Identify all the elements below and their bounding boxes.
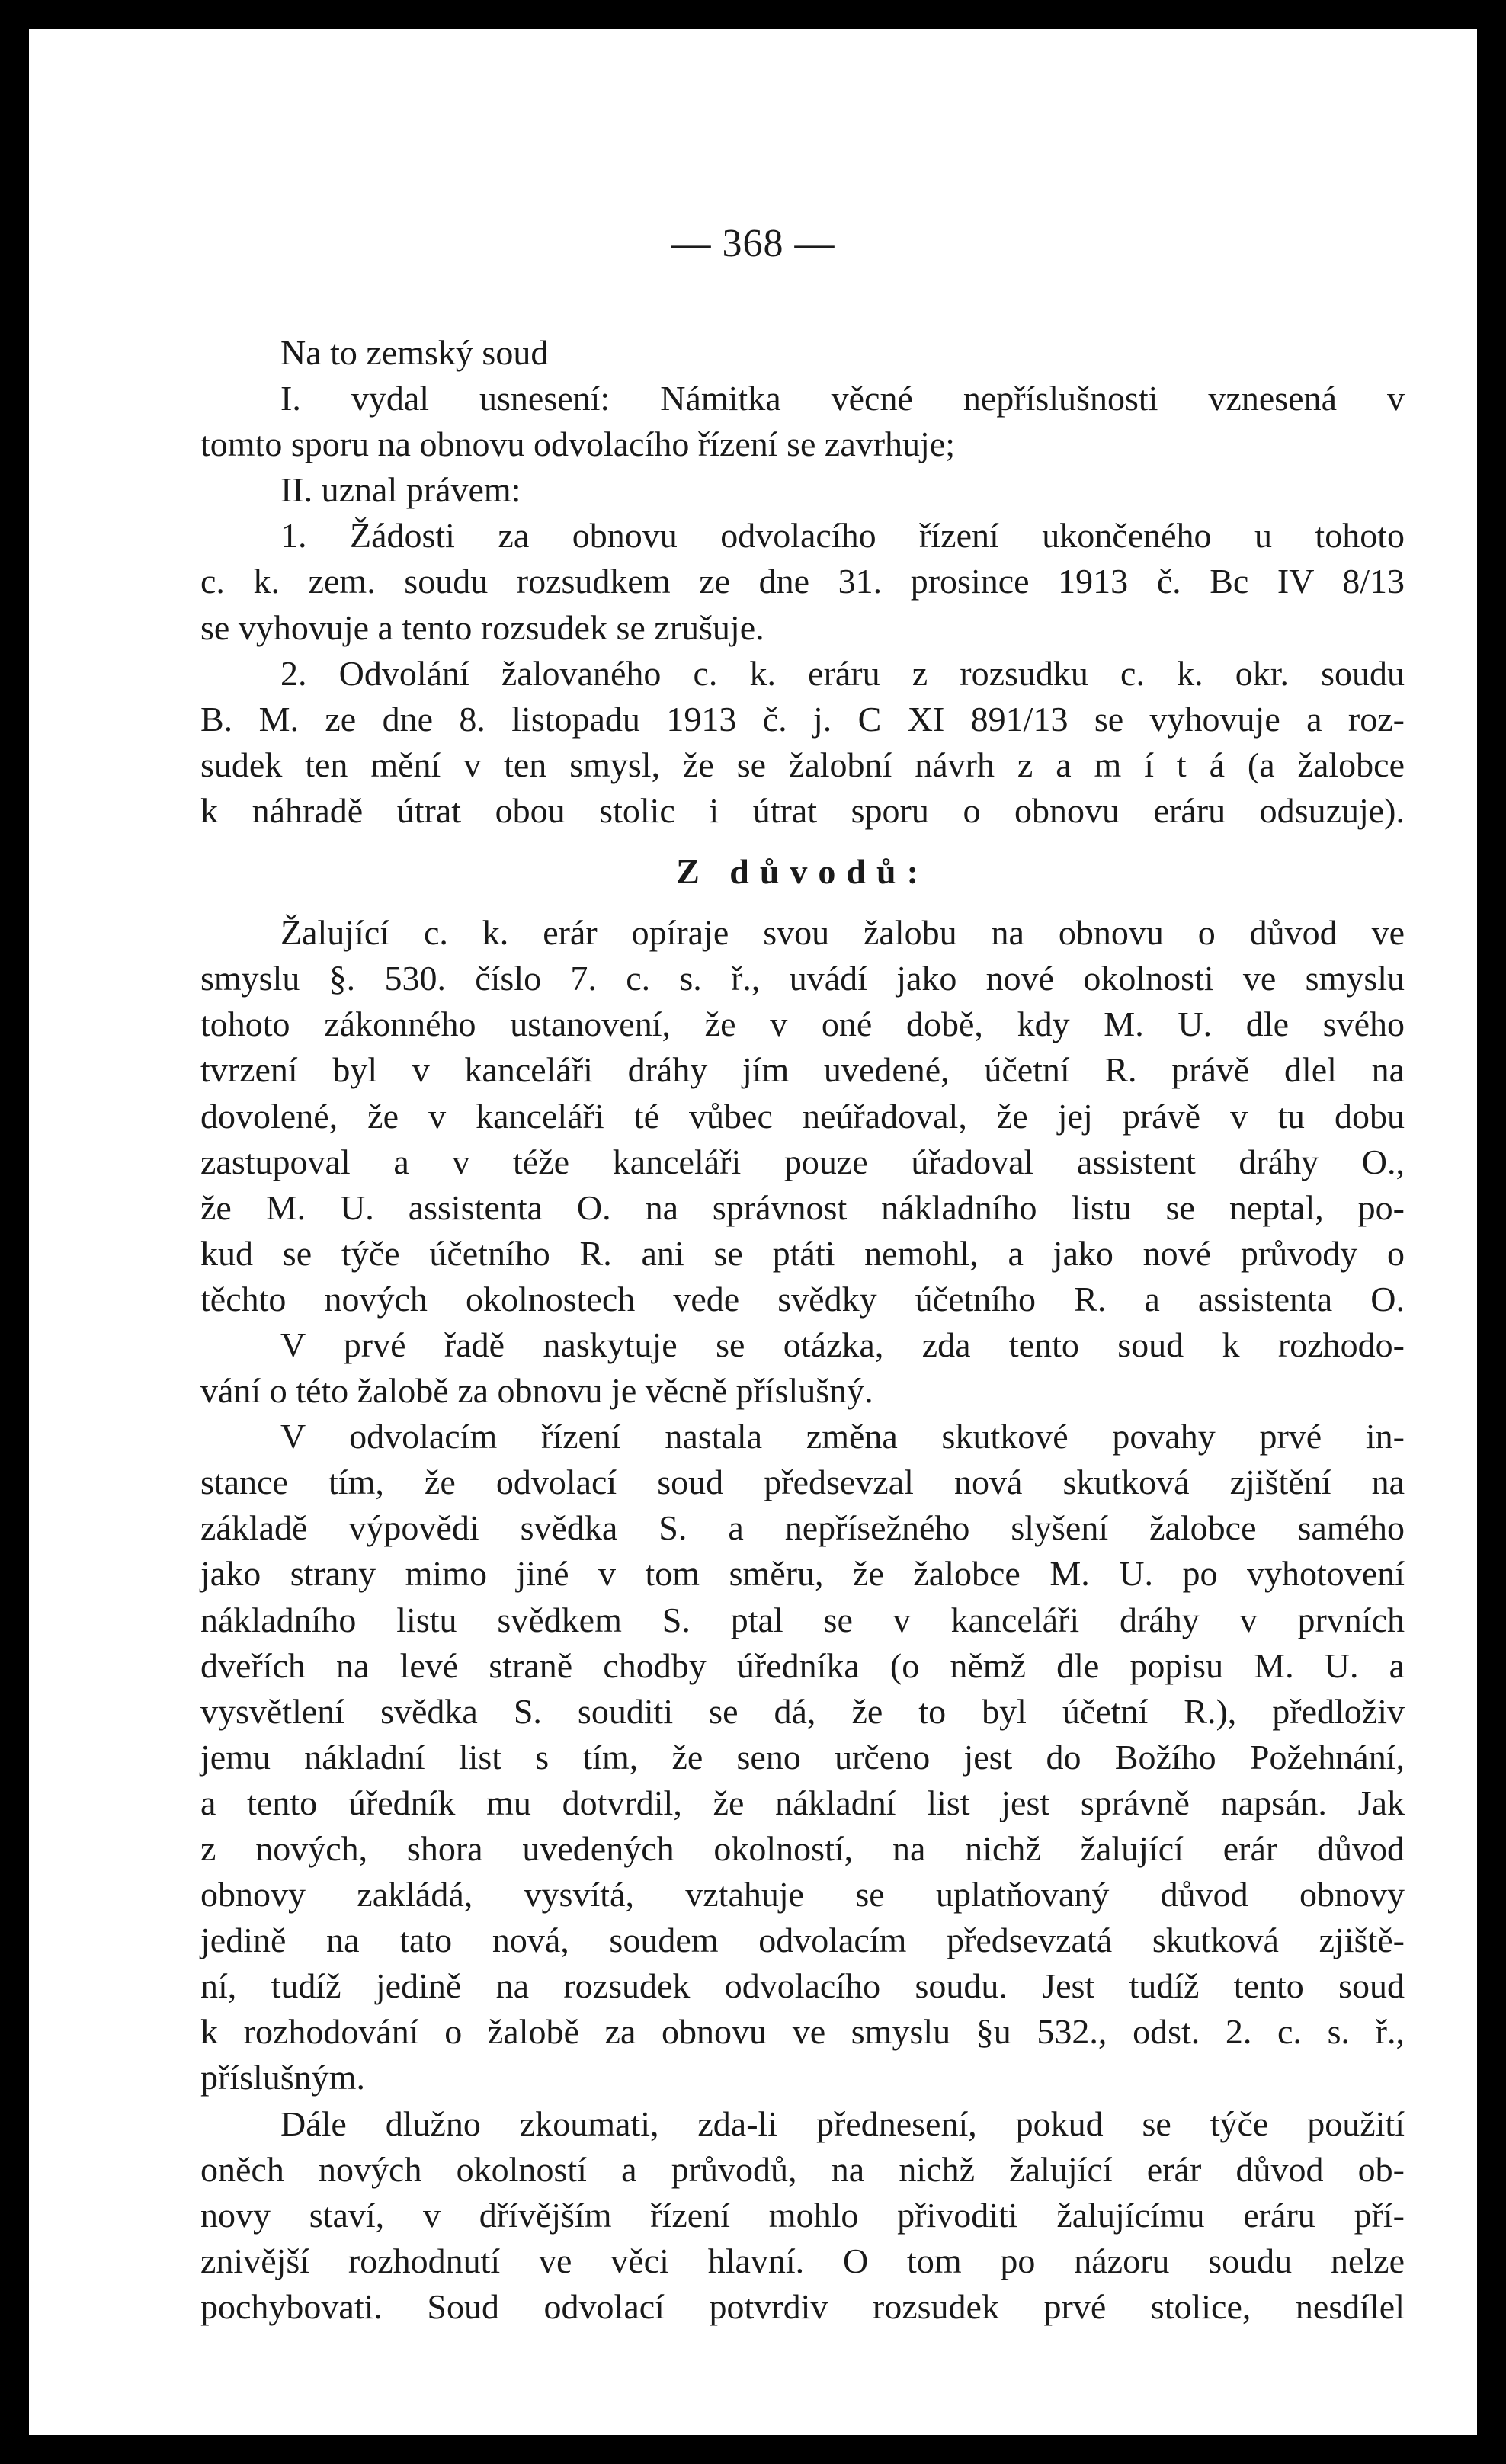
text-line: se vyhovuje a tento rozsudek se zrušuje. [200, 607, 764, 647]
text-line: stance tím, že odvolací soud předsevzal nová skutková zjištění na [200, 1463, 1405, 1502]
text-line: jako strany mimo jiné v tom směru, že žalobce M. U. po vyhotovení [200, 1554, 1405, 1594]
text-line: že M. U. assistenta O. na správnost nákladního listu se neptal, po- [200, 1187, 1405, 1227]
text-line: B. M. ze dne 8. listopadu 1913 č. j. C XI 891/13 se vyhovuje a roz- [200, 699, 1405, 739]
text-line: k rozhodování o žalobě za obnovu ve smyslu §u 532., odst. 2. c. s. ř., [200, 2012, 1405, 2052]
text-line: obnovy zakládá, vysvítá, vztahuje se uplatňovaný důvod obnovy [200, 1875, 1405, 1914]
text-line: V odvolacím řízení nastala změna skutkové povahy prvé in- [280, 1417, 1405, 1456]
text-line: I. vydal usnesení: Námitka věcné nepříslušnosti vznesená v [280, 379, 1405, 418]
text-line: a tento úředník mu dotvrdil, že nákladní list jest správně napsán. Jak [200, 1783, 1405, 1822]
text-line: znivější rozhodnutí ve věci hlavní. O tom po názoru soudu nelze [200, 2241, 1405, 2280]
text-line: tohoto zákonného ustanovení, že v oné době, kdy M. U. dle svého [200, 1005, 1405, 1044]
text-line: kud se týče účetního R. ani se ptáti nemohl, a jako nové průvody o [200, 1233, 1405, 1273]
text-line: z nových, shora uvedených okolností, na nichž žalující erár důvod [200, 1829, 1405, 1868]
text-line: oněch nových okolností a průvodů, na nichž žalující erár důvod ob- [200, 2149, 1405, 2189]
text-line: jemu nákladní list s tím, že seno určeno jest do Božího Požehnání, [200, 1737, 1405, 1777]
text-line: dovolené, že v kanceláři té vůbec neúřadoval, že jej právě v tu dobu [200, 1096, 1405, 1136]
text-line: Dále dlužno zkoumati, zda-li přednesení, pokud se týče použití [280, 2104, 1405, 2143]
text-line: novy staví, v dřívějším řízení mohlo přivoditi žalujícímu eráru pří- [200, 2195, 1405, 2235]
text-line: sudek ten mění v ten smysl, že se žalobní návrh z a m í t á (a žalobce [200, 745, 1405, 784]
section-heading: Z důvodů: [676, 852, 929, 892]
text-line: Žalující c. k. erár opíraje svou žalobu na obnovu o důvod ve [280, 913, 1405, 953]
text-line: V prvé řadě naskytuje se otázka, zda tento soud k rozhodo- [280, 1325, 1405, 1364]
text-line: nákladního listu svědkem S. ptal se v kanceláři dráhy v prvních [200, 1600, 1405, 1639]
text-line: tomto sporu na obnovu odvolacího řízení se zavrhuje; [200, 425, 956, 464]
text-line: tvrzení byl v kanceláři dráhy jím uvedené, účetní R. právě dlel na [200, 1050, 1405, 1090]
text-line: c. k. zem. soudu rozsudkem ze dne 31. prosince 1913 č. Bc IV 8/13 [200, 562, 1405, 601]
text-line: k náhradě útrat obou stolic i útrat sporu o obnovu eráru odsuzuje). [200, 790, 1405, 830]
text-line: těchto nových okolnostech vede svědky účetního R. a assistenta O. [200, 1279, 1405, 1319]
document-page [29, 29, 1477, 2435]
text-line: jedině na tato nová, soudem odvolacím předsevzatá skutková zjiště- [200, 1921, 1405, 1960]
text-line: vání o této žalobě za obnovu je věcně příslušný. [200, 1371, 873, 1411]
text-line: základě výpovědi svědka S. a nepřísežného slyšení žalobce samého [200, 1508, 1405, 1548]
text-line: Na to zemský soud [280, 333, 549, 372]
text-line: vysvětlení svědka S. souditi se dá, že to byl účetní R.), předloživ [200, 1691, 1405, 1731]
text-line: dveřích na levé straně chodby úředníka (o němž dle popisu M. U. a [200, 1645, 1405, 1685]
body-text [200, 330, 1405, 2330]
text-line: příslušným. [200, 2058, 365, 2097]
page-number: — 368 — [671, 222, 835, 265]
text-line: zastupoval a v téže kanceláři pouze úřadoval assistent dráhy O., [200, 1142, 1405, 1181]
text-line: ní, tudíž jedině na rozsudek odvolacího soudu. Jest tudíž tento soud [200, 1966, 1405, 2006]
text-line: pochybovati. Soud odvolací potvrdiv rozsudek prvé stolice, nesdílel [200, 2286, 1405, 2326]
text-line: 1. Žádosti za obnovu odvolacího řízení ukončeného u tohoto [280, 516, 1405, 556]
text-line: smyslu §. 530. číslo 7. c. s. ř., uvádí jako nové okolnosti ve smyslu [200, 959, 1405, 998]
text-line: II. uznal právem: [280, 470, 521, 510]
text-line: 2. Odvolání žalovaného c. k. eráru z rozsudku c. k. okr. soudu [280, 653, 1405, 693]
